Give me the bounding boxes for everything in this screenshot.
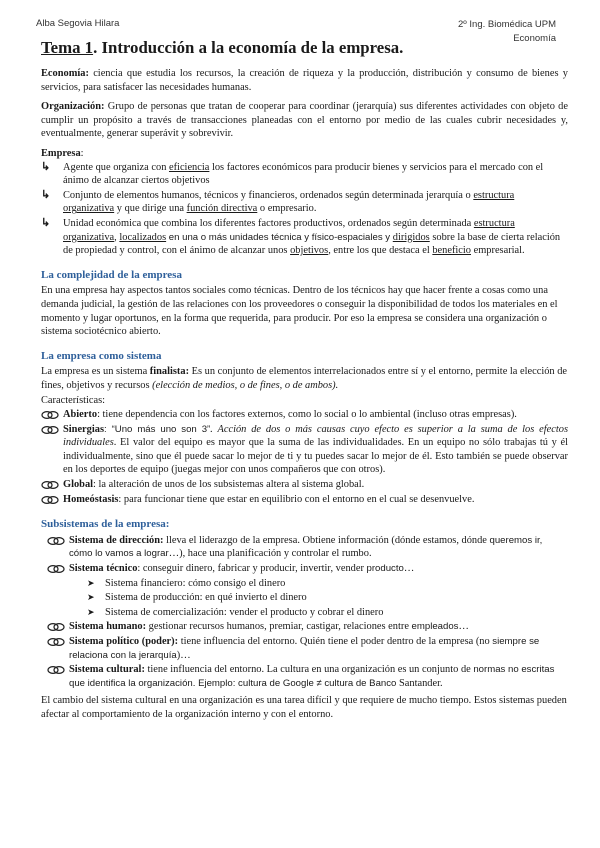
empresa-def-2: Conjunto de elementos humanos, técnicos y financieros, ordenados según determinada jerarquía o estructura organizativa y que dirige una función directiva o empresario.: [63, 189, 515, 215]
list-item: [47, 663, 568, 690]
list-item: [41, 408, 568, 422]
tecnico-subitem: Sistema de producción: en qué invierto el dinero: [105, 592, 307, 604]
curved-arrow-icon: ↳: [41, 216, 51, 229]
empresa-heading: [41, 147, 568, 161]
list-item: [41, 478, 568, 492]
sistema-cultural-item: Sistema cultural: tiene influencia del entorno. La cultura en una organización es un conjunto de normas no escritas que identifica la organización. Ejemplo: cultura de Google ≠ cultura de Banco Santander.: [69, 664, 555, 689]
list-item: [41, 493, 568, 507]
loop-bullet-icon: [47, 534, 69, 561]
organizacion-definition: Grupo de personas que tratan de cooperar para coordinar (jerarquía) sus diferentes actividades con objeto de cumplir un propósito a través de transacciones planeadas con el entorno por medio de las cuales cubrir necesidades y, eventualmente, generar superávit y sobrevivir.: [41, 101, 568, 140]
list-item: [47, 562, 568, 576]
loop-bullet-icon: [41, 493, 63, 507]
tecnico-subitem: Sistema de comercialización: vender el producto y cobrar el dinero: [105, 606, 384, 618]
curved-arrow-icon: ↳: [41, 160, 51, 173]
list-item: [87, 591, 568, 605]
loop-bullet-icon: [47, 663, 69, 690]
empresa-colon: :: [80, 147, 84, 159]
list-item: [47, 534, 568, 561]
complejidad-heading: La complejidad de la empresa: [41, 268, 182, 281]
loop-bullet-icon: [41, 478, 63, 492]
list-item: [41, 189, 568, 216]
document-body: [41, 38, 568, 728]
list-item: [47, 620, 568, 634]
economia-definition: ciencia que estudia los recursos, la creación de riqueza y la producción, distribución y consumo de bienes y servicios, para satisfacer las necesidades humanas.: [41, 68, 568, 93]
empresa-block: [41, 147, 568, 258]
complejidad-paragraph: En una empresa hay aspectos tantos sociales como técnicas. Dentro de los técnicos hay que hacer frente a cosas como una demanda judicial, la gestión de las relaciones con los proveedores o conseguir la disponibilidad de todos los materiales en el momento y lugar oportunos, en la forma que requerida, para producir. Por eso la empresa se considera una organización o sistema sociotécnico abierto.: [41, 285, 558, 338]
page-title: [41, 38, 568, 58]
loop-bullet-icon: [41, 408, 63, 422]
sistema-tecnico-item: Sistema técnico: conseguir dinero, fabricar y producir, invertir, vender producto…: [69, 563, 415, 574]
list-item: [41, 161, 568, 188]
list-item: [87, 606, 568, 620]
homeostasis-item: Homeóstasis: para funcionar tiene que estar en equilibrio con el entorno en el cual se desenvuelve.: [63, 493, 475, 505]
arrowhead-bullet-icon: ➤: [87, 577, 95, 588]
global-item: Global: la alteración de unos de los subsistemas altera al sistema global.: [63, 479, 365, 491]
abierto-item: Abierto: tiene dependencia con los factores externos, como lo social o lo ambiental (incluso otras empresas).: [63, 409, 517, 421]
loop-bullet-icon: [47, 635, 69, 662]
closing-paragraph: El cambio del sistema cultural en una organización es una tarea difícil y que requiere de mucho tiempo. Estos sistemas pueden afectar al comportamiento de la organización interno y con el entorno.: [41, 695, 567, 720]
header-course: 2º Ing. Biomédica UPM: [458, 19, 556, 30]
arrowhead-bullet-icon: ➤: [87, 606, 95, 617]
sinergias-item: Sinergias: “Uno más uno son 3”. Acción de dos o más causas cuyo efecto es superior a la suma de los efectos individuales. El valor del equipo es mayor que la suma de las individualidades. En un equipo no sólo trabajas tú y él individualmente, sino que él puede sacar lo mejor de ti y tu puedes sacar lo mejor de él. Esto también se puede observar en los deportes de equipo (juegas mejor con unos compañeros que con otros).: [63, 423, 568, 476]
economia-term: Economía:: [41, 68, 89, 79]
list-item: [41, 217, 568, 258]
empresa-def-1: Agente que organiza con eficiencia los factores económicos para producir bienes y servicios para el mercado con el ánimo de alcanzar ciertos objetivos: [63, 161, 544, 187]
list-item: [87, 577, 568, 591]
header-author: Alba Segovia Hilara: [36, 18, 120, 29]
title-number: Tema 1: [41, 38, 94, 57]
loop-bullet-icon: [47, 620, 69, 634]
economia-paragraph: [41, 67, 568, 94]
sistema-politico-item: Sistema político (poder): tiene influencia del entorno. Quién tiene el poder dentro de la empresa (no siempre se relaciona con la jerarquía)…: [69, 635, 540, 661]
list-item: [41, 423, 568, 477]
organizacion-paragraph: [41, 100, 568, 141]
list-item: [47, 635, 568, 662]
curved-arrow-icon: ↳: [41, 188, 51, 201]
arrowhead-bullet-icon: ➤: [87, 592, 95, 603]
empresa-term: Empresa: [41, 147, 81, 159]
header-subject: Economía: [513, 33, 556, 44]
caracteristicas-label: Características:: [41, 395, 106, 407]
sistema-humano-item: Sistema humano: gestionar recursos humanos, premiar, castigar, relaciones entre empleados…: [69, 621, 469, 633]
empresa-def-3: Unidad económica que combina los diferentes factores productivos, ordenados según determinada estructura organizativa, localizados en una o más unidades técnica y físico-espaciales y dirigidos sobre la base de cierta relación de propiedad y control, con el ánimo de alcanzar unos objetivos, entre los que destaca el beneficio empresarial.: [63, 217, 561, 257]
tecnico-subitem: Sistema financiero: cómo consigo el dinero: [105, 577, 286, 589]
loop-bullet-icon: [47, 562, 69, 576]
organizacion-term: Organización:: [41, 101, 105, 113]
sistema-paragraph: La empresa es un sistema finalista: Es un conjunto de elementos interrelacionados entre sí y el entorno, permite la elección de fines, objetivos y recursos (elección de medios, o de fines, o de ambos).: [41, 366, 568, 391]
loop-bullet-icon: [41, 423, 63, 477]
subsistemas-heading: Subsistemas de la empresa:: [41, 518, 170, 531]
sistema-heading: La empresa como sistema: [41, 349, 162, 362]
sistema-direccion-item: Sistema de dirección: lleva el liderazgo de la empresa. Obtiene información (dónde estamos, dónde queremos ir, cómo lo vamos a lograr…), hace una planificación y controlar el rumbo.: [69, 534, 543, 560]
title-text: . Introducción a la economía de la empresa.: [93, 38, 404, 57]
